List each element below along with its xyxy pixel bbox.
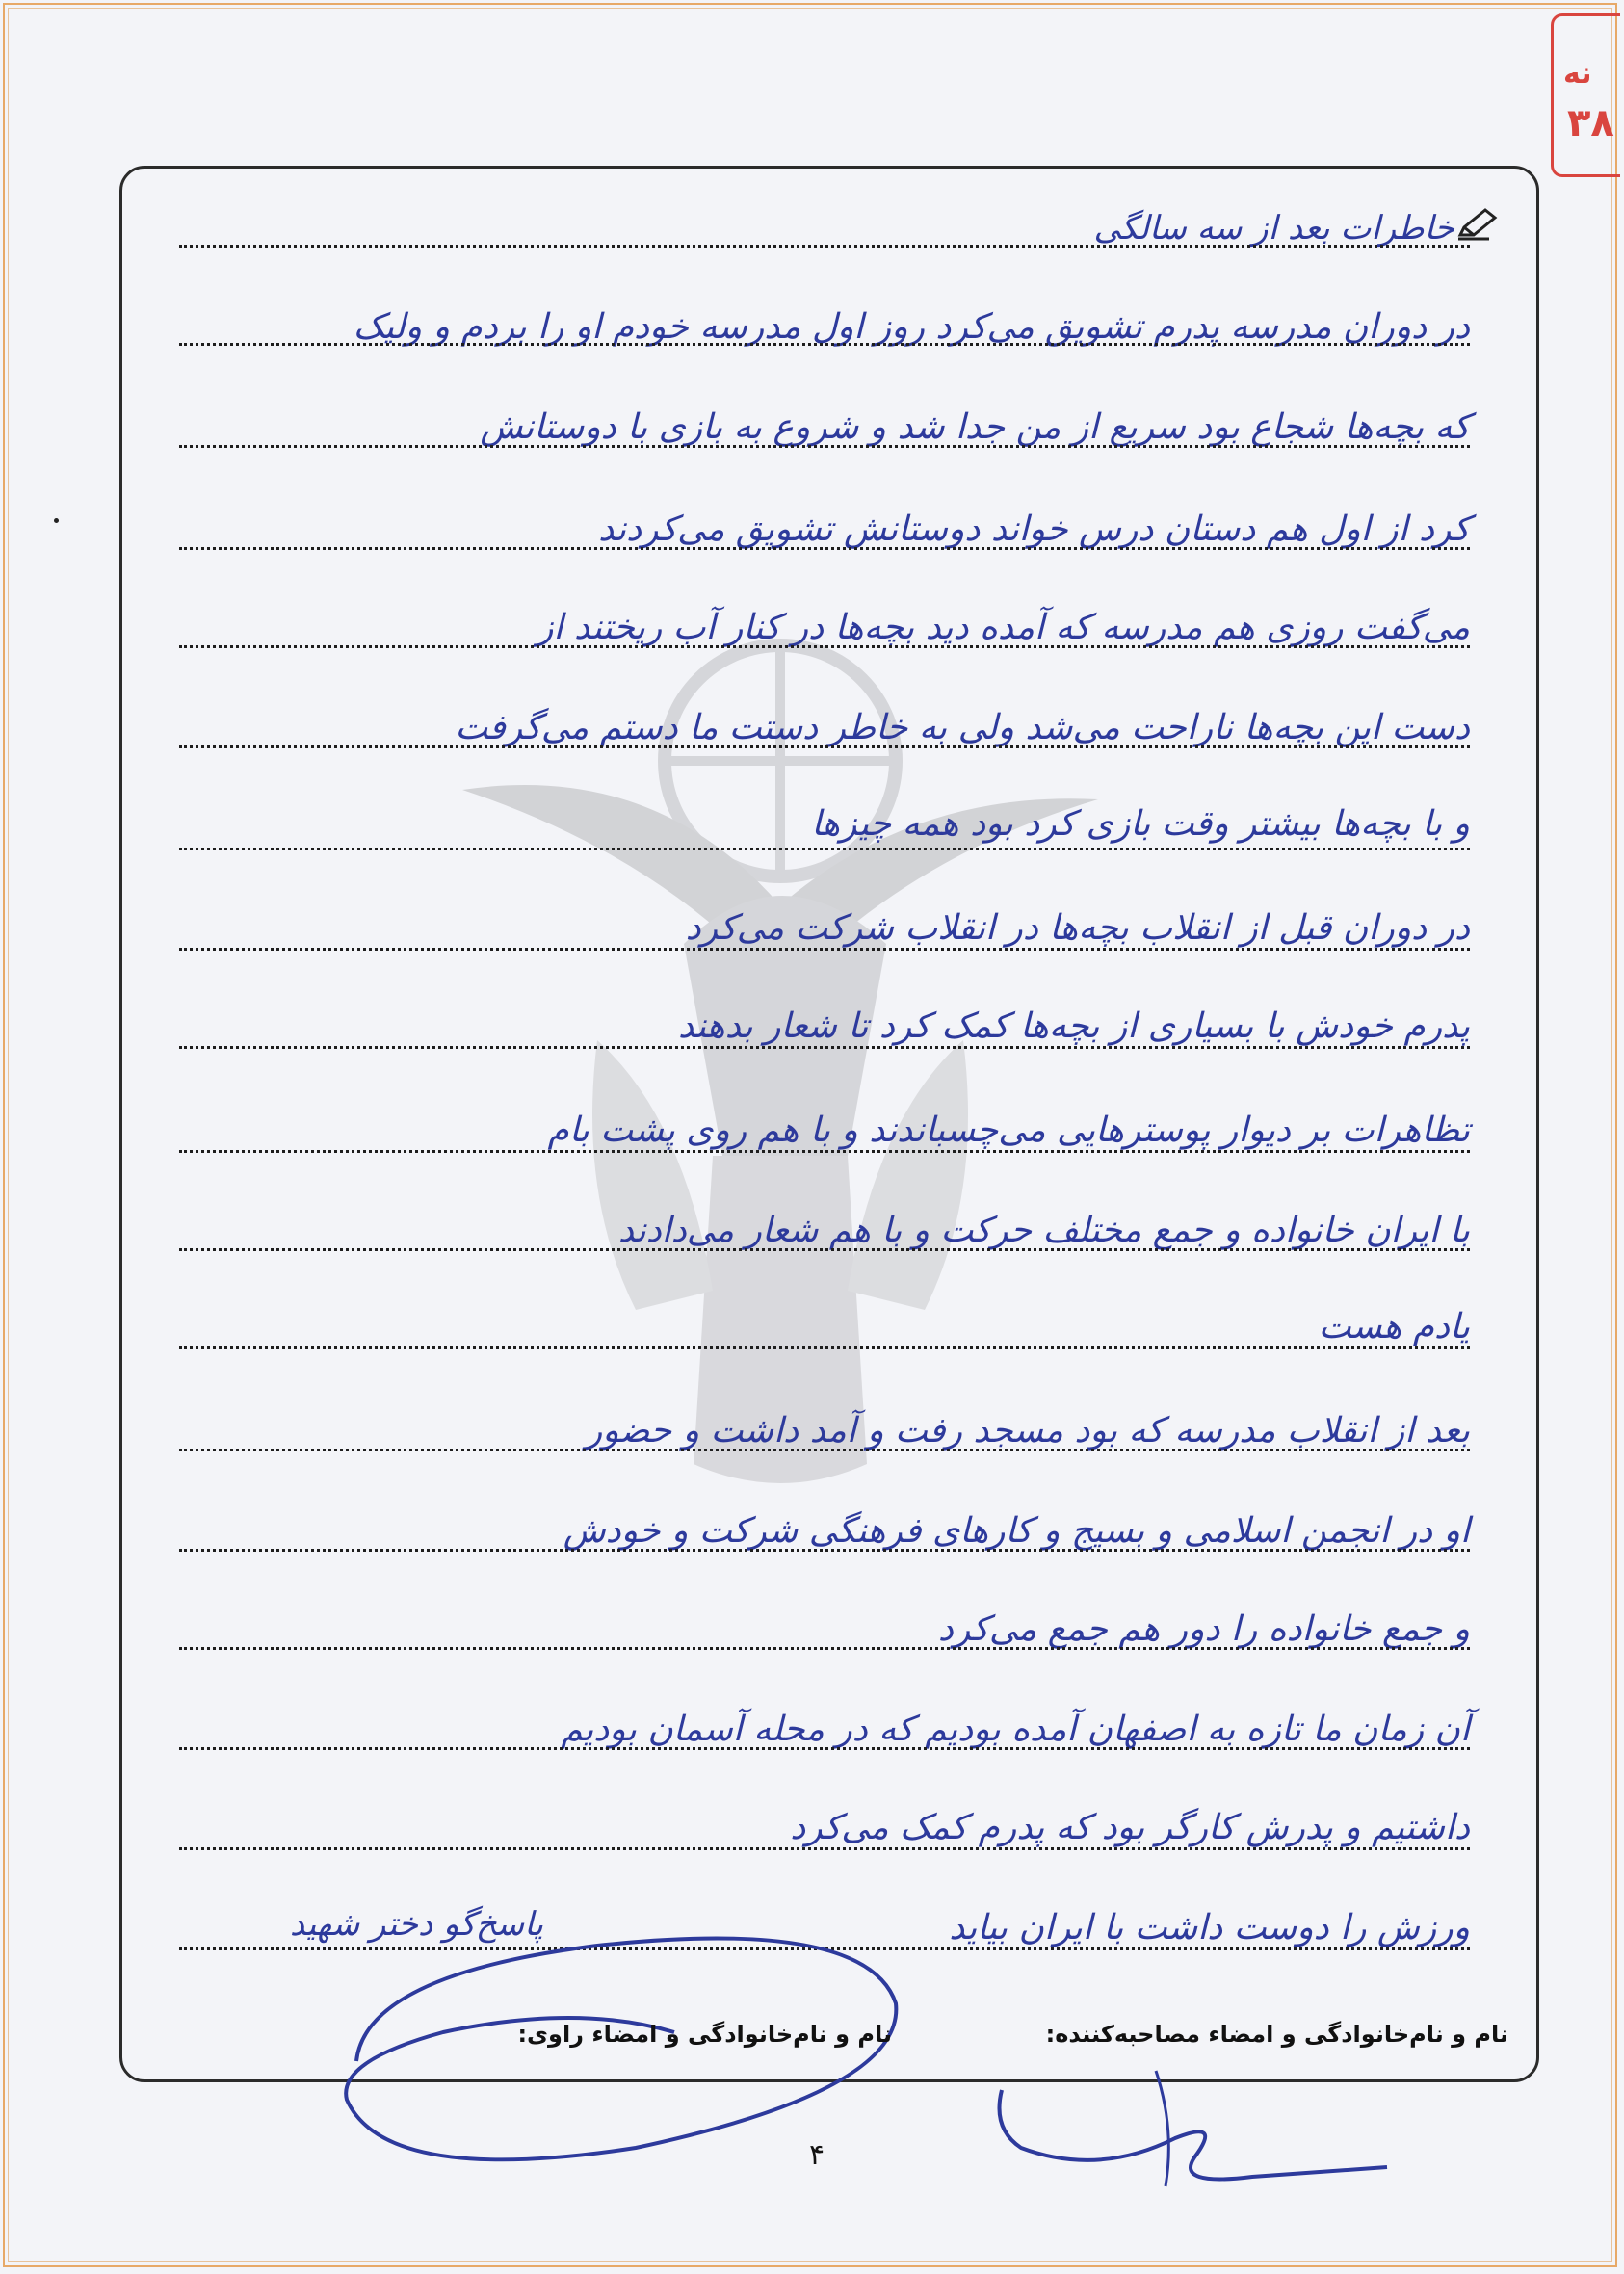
handwritten-line: آن زمان ما تازه به اصفهان آمده بودیم که در محله آسمان بودیم xyxy=(561,1710,1470,1749)
ruled-line xyxy=(179,1847,1470,1850)
narrator-handwritten-name: پاسخ‌گو دختر شهید xyxy=(289,1905,543,1944)
handwritten-line: دست این بچه‌ها ناراحت می‌شد ولی به خاطر دستت ما دستم می‌گرفت xyxy=(455,708,1470,747)
handwritten-line: با ایران خانواده و جمع مختلف حرکت و با هم شعار می‌دادند xyxy=(617,1211,1470,1250)
handwritten-line: داشتیم و پدرش کارگر بود که پدرم کمک می‌کرد xyxy=(790,1808,1470,1847)
ruled-line xyxy=(179,1549,1470,1552)
handwritten-line: بعد از انقلاب مدرسه که بود مسجد رفت و آمد داشت و حضور xyxy=(585,1411,1470,1451)
ruled-line xyxy=(179,948,1470,951)
handwritten-line: و جمع خانواده را دور هم جمع می‌کرد xyxy=(937,1609,1470,1649)
form-footer xyxy=(0,2021,1624,2059)
handwritten-line: و با بچه‌ها بیشتر وقت بازی کرد بود همه چیزها xyxy=(811,804,1470,844)
handwritten-line: کرد از اول هم دستان درس خواند دوستانش تشویق می‌کردند xyxy=(598,510,1470,549)
ruled-line xyxy=(179,848,1470,850)
ruled-line xyxy=(179,1346,1470,1349)
pen-writing-icon xyxy=(1456,206,1499,241)
ruled-line xyxy=(179,547,1470,550)
emblem-watermark-icon xyxy=(462,616,1098,1522)
ruled-line xyxy=(179,1150,1470,1153)
handwritten-line: که بچه‌ها شجاع بود سریع از من جدا شد و شروع به بازی با دوستانش xyxy=(480,407,1470,447)
narrator-signature-label: نام و نام‌خانوادگی و امضاء راوی: xyxy=(517,2021,892,2048)
handwritten-line: پدرم خودش با بسیاری از بچه‌ها کمک کرد تا شعار بدهند xyxy=(677,1006,1470,1046)
ruled-line xyxy=(179,745,1470,748)
handwritten-title: خاطرات بعد از سه سالگی xyxy=(1093,209,1454,248)
ink-dot xyxy=(54,518,59,523)
stamp-text-1: نه xyxy=(1563,57,1592,91)
ruled-line xyxy=(179,245,1470,248)
handwritten-line: در دوران مدرسه پدرم تشویق می‌کرد روز اول مدرسه خودم او را بردم و ولیک xyxy=(353,307,1470,347)
ruled-line xyxy=(179,1449,1470,1451)
ruled-line xyxy=(179,1248,1470,1251)
handwritten-line: او در انجمن اسلامی و بسیج و کارهای فرهنگی شرکت و خودش xyxy=(563,1511,1470,1551)
handwritten-line: یادم هست xyxy=(1318,1307,1470,1346)
archive-stamp xyxy=(1551,13,1620,177)
ruled-line xyxy=(179,1046,1470,1049)
ruled-line xyxy=(179,645,1470,648)
ruled-line xyxy=(179,1747,1470,1750)
handwritten-line: ورزش را دوست داشت با ایران بیاید xyxy=(949,1908,1470,1947)
stamp-number: ۳۸ xyxy=(1567,101,1614,145)
ruled-line xyxy=(179,1647,1470,1650)
ruled-line xyxy=(179,343,1470,346)
handwritten-line: تظاهرات بر دیوار پوسترهایی می‌چسباندند و با هم روی پشت بام xyxy=(547,1111,1470,1150)
page-number: ۴ xyxy=(809,2138,825,2172)
handwritten-line: می‌گفت روزی هم مدرسه که آمده دید بچه‌ها در کنار آب ریختند از xyxy=(537,608,1470,647)
handwritten-line: در دوران قبل از انقلاب بچه‌ها در انقلاب شرکت می‌کرد xyxy=(685,908,1470,948)
ruled-line xyxy=(179,445,1470,448)
interviewer-signature-label: نام و نام‌خانوادگی و امضاء مصاحبه‌کننده: xyxy=(1045,2021,1508,2048)
